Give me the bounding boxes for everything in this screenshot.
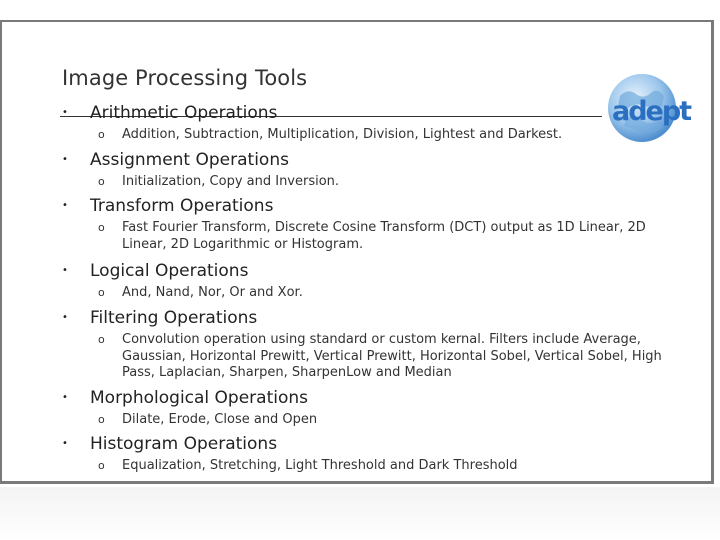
section-heading-text: Assignment Operations — [90, 150, 289, 170]
logo-wordmark: adept — [612, 96, 691, 127]
bullet-circle-icon: o — [98, 286, 105, 299]
bullet-dot-icon: • — [62, 438, 68, 449]
section-detail-text: And, Nand, Nor, Or and Xor. — [122, 285, 303, 300]
bullet-circle-icon: o — [98, 459, 105, 472]
section-detail-text: Dilate, Erode, Close and Open — [122, 412, 318, 427]
bullet-dot-icon: • — [62, 154, 68, 165]
section-heading-text: Histogram Operations — [90, 434, 278, 454]
bullet-dot-icon: • — [62, 107, 68, 118]
slide-title: Image Processing Tools — [62, 66, 308, 90]
bullet-circle-icon: o — [98, 333, 105, 346]
section-detail-text: Addition, Subtraction, Multiplication, Division, Lightest and Darkest. — [122, 127, 563, 142]
bullet-dot-icon: • — [62, 312, 68, 323]
section-heading-text: Morphological Operations — [90, 388, 309, 408]
section-heading-text: Arithmetic Operations — [90, 103, 278, 123]
bullet-circle-icon: o — [98, 128, 105, 141]
section-detail-text: Equalization, Stretching, Light Threshold and Dark Threshold — [122, 458, 518, 473]
bullet-dot-icon: • — [62, 200, 68, 211]
section-detail-text: Fast Fourier Transform, Discrete Cosine Transform (DCT) output as 1D Linear, 2D Linear, 2D Logarithmic or Histogram. — [122, 220, 646, 252]
section-heading-text: Filtering Operations — [90, 308, 258, 328]
slide-frame — [0, 20, 714, 484]
section-detail-text: Convolution operation using standard or custom kernal. Filters include Average, Gaussian, Horizontal Prewitt, Vertical Prewitt, Horizontal Sobel, Vertical Sobel, High Pass, Laplacian, Sharpen, SharpenLow and Median — [122, 332, 662, 380]
footer-band — [0, 487, 720, 540]
section-heading-text: Logical Operations — [90, 261, 249, 281]
bullet-dot-icon: • — [62, 265, 68, 276]
bullet-dot-icon: • — [62, 392, 68, 403]
bullet-circle-icon: o — [98, 221, 105, 234]
bullet-circle-icon: o — [98, 413, 105, 426]
section-detail-text: Initialization, Copy and Inversion. — [122, 174, 340, 189]
section-heading-text: Transform Operations — [90, 196, 274, 216]
bullet-circle-icon: o — [98, 175, 105, 188]
